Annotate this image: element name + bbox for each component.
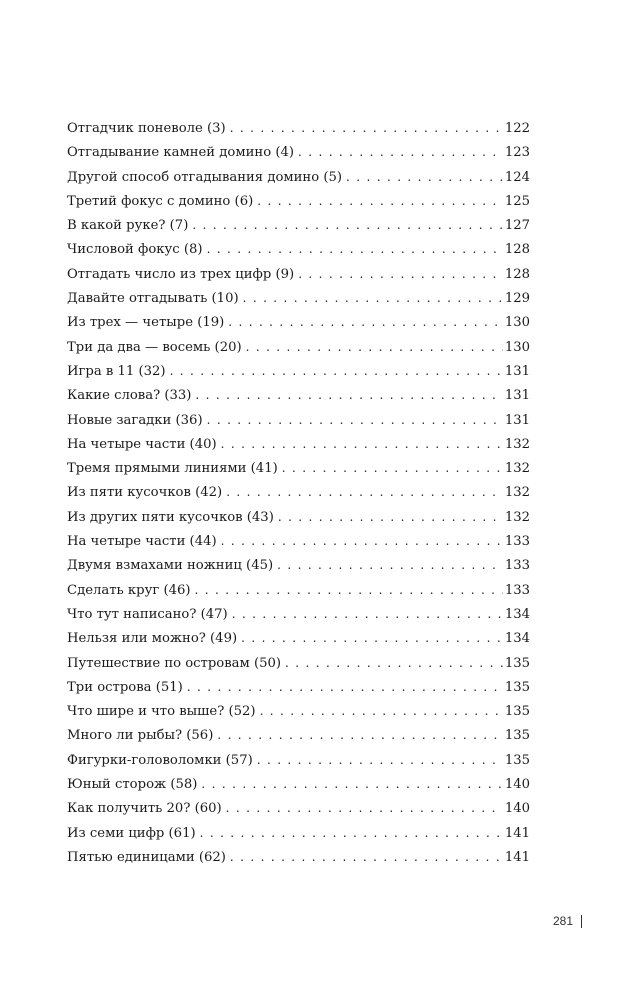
toc-entry-title: Отгадчик поневоле (3) [67, 121, 226, 136]
dot-leader [257, 748, 503, 772]
toc-entry-page: 127 [504, 218, 530, 234]
toc-entry-page: 141 [504, 849, 530, 865]
toc-entry [67, 845, 530, 869]
toc-entry [67, 772, 530, 796]
toc-entry-title: Отгадать число из трех цифр (9) [67, 266, 295, 282]
dot-leader [232, 602, 503, 626]
toc-entry-title: Из пяти кусочков (42) [67, 485, 223, 501]
toc-entry [67, 699, 530, 723]
toc-entry-title: Что шире и что выше? (52) [67, 704, 256, 720]
toc-entry [67, 748, 530, 772]
dot-leader [217, 723, 502, 747]
dot-leader [257, 189, 503, 213]
toc-entry [67, 432, 530, 456]
toc-entry-page: 130 [504, 339, 530, 355]
toc-entry [67, 286, 530, 310]
toc-entry-title: Третий фокус с домино (6) [67, 193, 254, 209]
toc-entry-page: 135 [504, 655, 530, 671]
toc-entry-title: Нельзя или можно? (49) [67, 631, 238, 647]
toc-entry-title: Сделать круг (46) [67, 582, 191, 598]
toc-entry-page: 135 [504, 752, 530, 768]
dot-leader [243, 286, 503, 310]
toc-entry-page: 140 [504, 777, 530, 793]
toc-entry-title: Фигурки-головоломки (57) [67, 752, 253, 768]
toc-entry-title: Из других пяти кусочков (43) [67, 509, 274, 525]
dot-leader [228, 310, 503, 334]
toc-entry [67, 189, 530, 213]
toc-entry-page: 128 [504, 242, 530, 258]
dot-leader [195, 383, 502, 407]
toc-entry-page: 132 [504, 461, 530, 477]
toc-entry-page: 129 [504, 291, 530, 307]
page-number-footer [553, 914, 582, 928]
dot-leader [221, 529, 503, 553]
dot-leader [285, 651, 503, 675]
toc-entry-title: На четыре части (44) [67, 534, 217, 550]
dot-leader [277, 553, 503, 577]
toc-entry-page: 131 [504, 363, 530, 379]
page-number: 281 [552, 914, 573, 928]
toc-entry-title: Что тут написано? (47) [67, 606, 228, 622]
toc-entry [67, 408, 530, 432]
toc-entry-title: Другой способ отгадывания домино (5) [67, 169, 343, 185]
toc-entry-page: 133 [504, 582, 530, 598]
toc-entry-title: Из семи цифр (61) [67, 825, 196, 841]
toc-entry-title: Как получить 20? (60) [67, 801, 222, 817]
toc-entry [67, 578, 530, 602]
toc-entry [67, 140, 530, 164]
page-number-divider [581, 915, 582, 928]
toc-entry-title: Из трех — четыре (19) [67, 315, 225, 331]
toc-entry [67, 359, 530, 383]
toc-entry-page: 133 [504, 534, 530, 550]
toc-entry-page: 135 [504, 728, 530, 744]
dot-leader [298, 262, 503, 286]
toc-entry-title: Давайте отгадывать (10) [67, 291, 239, 307]
dot-leader [241, 626, 503, 650]
toc-entry-page: 135 [504, 704, 530, 720]
toc-entry [67, 796, 530, 820]
dot-leader [207, 408, 503, 432]
toc-entry-page: 132 [504, 436, 530, 452]
toc-entry-page: 132 [504, 509, 530, 525]
toc-entry-title: Юный сторож (58) [67, 777, 198, 793]
toc-entry [67, 602, 530, 626]
toc-entry [67, 723, 530, 747]
toc-entry-title: Двумя взмахами ножниц (45) [67, 558, 274, 574]
toc-entry-page: 130 [504, 315, 530, 331]
toc-entry-page: 132 [504, 485, 530, 501]
dot-leader [282, 456, 503, 480]
toc-entry-title: Три острова (51) [67, 679, 183, 695]
toc-entry-page: 128 [504, 266, 530, 282]
dot-leader [187, 675, 503, 699]
toc-entry-page: 133 [504, 558, 530, 574]
toc-entry [67, 626, 530, 650]
dot-leader [170, 359, 503, 383]
toc-entry [67, 480, 530, 504]
toc-entry-page: 135 [504, 679, 530, 695]
toc-entry [67, 529, 530, 553]
toc-entry-page: 124 [504, 169, 530, 185]
toc-entry-page: 131 [504, 388, 530, 404]
toc-entry-page: 134 [504, 631, 530, 647]
toc-entry [67, 383, 530, 407]
toc-entry-title: Новые загадки (36) [67, 412, 203, 428]
toc-entry [67, 651, 530, 675]
dot-leader [207, 237, 503, 261]
toc-entry-title: Три да два — восемь (20) [67, 339, 242, 355]
toc-entry-title: Путешествие по островам (50) [67, 655, 282, 671]
toc-entry-title: Какие слова? (33) [67, 388, 192, 404]
toc-entry [67, 116, 530, 140]
dot-leader [221, 432, 503, 456]
toc-entry-page: 141 [504, 825, 530, 841]
toc-entry [67, 165, 530, 189]
toc-entry-page: 131 [504, 412, 530, 428]
dot-leader [192, 213, 502, 237]
dot-leader [200, 821, 503, 845]
toc-entry-title: Много ли рыбы? (56) [67, 728, 214, 744]
toc-entry-page: 125 [504, 193, 530, 209]
dot-leader [226, 480, 503, 504]
toc-entry [67, 262, 530, 286]
toc-entry [67, 821, 530, 845]
toc-entry-title: На четыре части (40) [67, 436, 217, 452]
toc-entry [67, 310, 530, 334]
dot-leader [278, 505, 503, 529]
toc-entry-page: 123 [504, 145, 530, 161]
toc-entry [67, 456, 530, 480]
toc-entry-title: Игра в 11 (32) [67, 363, 166, 379]
table-of-contents [67, 116, 530, 869]
toc-entry [67, 553, 530, 577]
dot-leader [230, 116, 503, 140]
toc-entry-page: 122 [504, 121, 530, 136]
toc-entry-page: 140 [504, 801, 530, 817]
dot-leader [195, 578, 503, 602]
toc-entry [67, 675, 530, 699]
dot-leader [260, 699, 503, 723]
toc-entry [67, 505, 530, 529]
dot-leader [226, 796, 503, 820]
toc-entry-title: Числовой фокус (8) [67, 242, 203, 258]
dot-leader [201, 772, 502, 796]
dot-leader [298, 140, 503, 164]
toc-entry [67, 213, 530, 237]
toc-entry-title: Отгадывание камней домино (4) [67, 145, 295, 161]
toc-entry-page: 134 [504, 606, 530, 622]
dot-leader [230, 845, 503, 869]
toc-entry-title: Тремя прямыми линиями (41) [67, 461, 278, 477]
toc-entry-title: Пятью единицами (62) [67, 849, 226, 865]
toc-entry [67, 237, 530, 261]
toc-entry-title: В какой руке? (7) [67, 218, 189, 234]
dot-leader [346, 165, 503, 189]
dot-leader [246, 335, 503, 359]
toc-entry [67, 335, 530, 359]
